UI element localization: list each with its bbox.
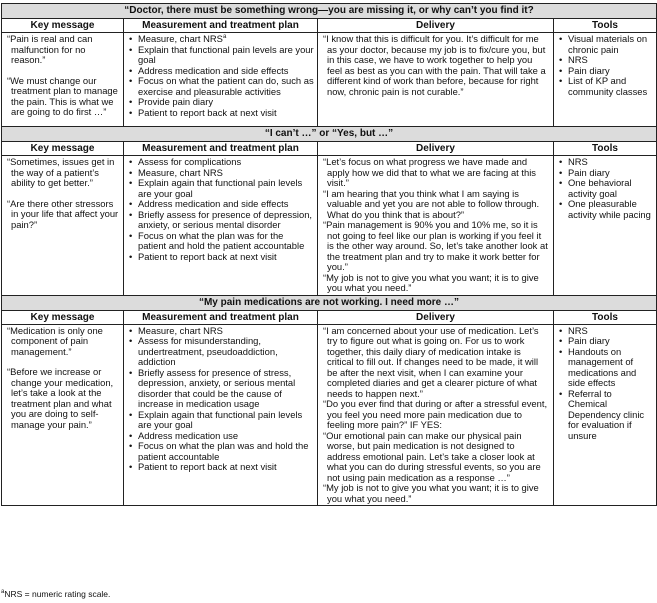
delivery-paragraph: “I know that this is difficult for you. It’s difficult for me as your doctor, because my job is to fix/cure you, but in this case, we have to work together to help you feel as best as you can with the pain. That will take a different kind of work than before, because for right now, chronic pain is not curable.” [323,33,546,97]
footnote-marker: a [1,589,5,596]
section-2-key-message [2,156,124,296]
measurement-item: • Address medication and side effects [138,66,314,77]
tool-item: • Pain diary [568,336,653,347]
key-message-paragraph: “Sometimes, issues get in the way of a patient’s ability to get better.” [7,156,115,188]
measurement-item: • Assess for complications [138,157,314,168]
key-message-paragraph: “Medication is only one component of pain management.” [7,324,103,357]
delivery-paragraph: “My job is not to give you what you want; it is to give you what you need.” [323,482,539,504]
delivery-paragraph: “Pain management is 90% you and 10% me, so it is not going to feel like our plan is working if you feel it is the other way around. So, let’s take another look at the treatment plan and try to make it work better for you.” [323,219,548,272]
section-3-header-row [2,310,657,324]
pain-conversation-table [1,3,657,506]
header-measurement: Measurement and treatment plan [124,310,318,324]
measurement-item: • Assess for misunderstanding, undertreatment, pseudoaddiction, addiction [138,336,314,368]
section-3-title-row [2,295,657,310]
section-1-delivery [318,33,554,127]
section-1-content-row [2,33,657,127]
measurement-item: • Briefly assess for presence of depression, anxiety, or serious mental disorder [138,210,314,231]
header-measurement: Measurement and treatment plan [124,19,318,33]
tool-item: • Pain diary [568,168,653,179]
delivery-paragraph: “Do you ever find that during or after a stressful event, you feel you need more pain medication due to feeling more pain?” IF YES: [323,398,548,430]
footnote-text: NRS = numeric rating scale. [4,589,111,599]
header-delivery: Delivery [318,310,554,324]
tool-item: • NRS [568,326,653,337]
delivery-paragraph: “I am hearing that you think what I am saying is valuable and yet you are not able to follow through. What do you think that is about?” [323,187,540,220]
section-3-key-message [2,324,124,506]
measurement-item: • Patient to report back at next visit [138,252,314,263]
section-2-tools [554,156,657,296]
delivery-paragraph: “I am concerned about your use of medication. Let’s try to figure out what is going on. For us to work together, this daily diary of medication intake is critical to fill out. If changes need to be made, it will be after the next visit, when I can examine your completed diaries and get a clearer picture of what needs to happen next.” [323,324,539,399]
footnote-ref: a [222,33,227,40]
measurement-item: • Measure, chart NRS [138,326,314,337]
measurement-item: • Explain again that functional pain levels are your goal [138,178,314,199]
tool-item: • Referral to Chemical Dependency clinic for evaluation if unsure [568,389,653,442]
key-message-paragraph: “We must change our treatment plan to manage the pain. This is what we are going to do first …” [7,74,118,117]
section-1-title-row [2,4,657,19]
measurement-item: • Patient to report back at next visit [138,108,314,119]
header-key-message: Key message [2,310,124,324]
section-3-measurement [124,324,318,506]
section-1-header-row [2,19,657,33]
key-message-paragraph: “Before we increase or change your medication, let’s take a look at the treatment plan and what you are doing to self-manage your pain.” [7,366,114,430]
measurement-item: • Address medication use [138,431,314,442]
header-tools: Tools [554,142,657,156]
section-3-tools [554,324,657,506]
tool-item: • NRS [568,157,653,168]
table-footnote [1,589,110,599]
measurement-item: • Provide pain diary [138,97,314,108]
tool-item: • NRS [568,55,653,66]
measurement-item: • Focus on what the patient can do, such as exercise and pleasurable activities [138,76,314,97]
header-tools: Tools [554,310,657,324]
measurement-item: • Focus on what the plan was and hold the patient accountable [138,441,314,462]
measurement-item: • Explain again that functional pain levels are your goal [138,410,314,431]
section-2-title-row [2,127,657,142]
section-3-delivery [318,324,554,506]
delivery-paragraph: “Let’s focus on what progress we have made and apply how we did that to what we are facing at this visit.” [323,156,536,188]
measurement-item: • Explain that functional pain levels are your goal [138,45,314,66]
header-delivery: Delivery [318,19,554,33]
delivery-paragraph: “My job is not to give you what you want; it is to give you what you need.” [323,271,539,293]
section-2-header-row [2,142,657,156]
header-key-message: Key message [2,19,124,33]
section-2-title: “I can’t …” or “Yes, but …” [2,127,657,142]
section-3-title: “My pain medications are not working. I need more …” [2,295,657,310]
key-message-paragraph: “Pain is real and can malfunction for no reason.” [7,33,93,65]
key-message-paragraph: “Are there other stressors in your life that affect your pain?” [7,197,119,230]
measurement-item: • Measure, chart NRS [138,168,314,179]
delivery-paragraph: “Our emotional pain can make our physical pain worse, but pain medication is not designed to address emotional pain. Let’s take a closer look at what you can do during stressful events, so you are not using pain medication as a response …” [323,429,541,483]
header-delivery: Delivery [318,142,554,156]
section-1-measurement [124,33,318,127]
measurement-item: • Briefly assess for presence of stress, depression, anxiety, or serious mental disorder that could be the cause of increase in medication usage [138,368,314,410]
measurement-item: • Patient to report back at next visit [138,462,314,473]
tool-item: • Handouts on management of medications and side effects [568,347,653,389]
measurement-item: • Focus on what the plan was for the patient and hold the patient accountable [138,231,314,252]
measurement-item: • Measure, chart NRS$^a$ [138,34,314,45]
section-2-content-row [2,156,657,296]
tool-item: • Visual materials on chronic pain [568,34,653,55]
tool-item: • One pleasurable activity while pacing [568,199,653,220]
measurement-item: • Address medication and side effects [138,199,314,210]
tool-item: • One behavioral activity goal [568,178,653,199]
section-2-measurement [124,156,318,296]
section-3-content-row [2,324,657,506]
tool-item: • List of KP and community classes [568,76,653,97]
header-key-message: Key message [2,142,124,156]
section-2-delivery [318,156,554,296]
header-tools: Tools [554,19,657,33]
header-measurement: Measurement and treatment plan [124,142,318,156]
section-1-tools [554,33,657,127]
section-1-key-message [2,33,124,127]
tool-item: • Pain diary [568,66,653,77]
section-1-title: “Doctor, there must be something wrong—you are missing it, or why can’t you find it? [2,4,657,19]
